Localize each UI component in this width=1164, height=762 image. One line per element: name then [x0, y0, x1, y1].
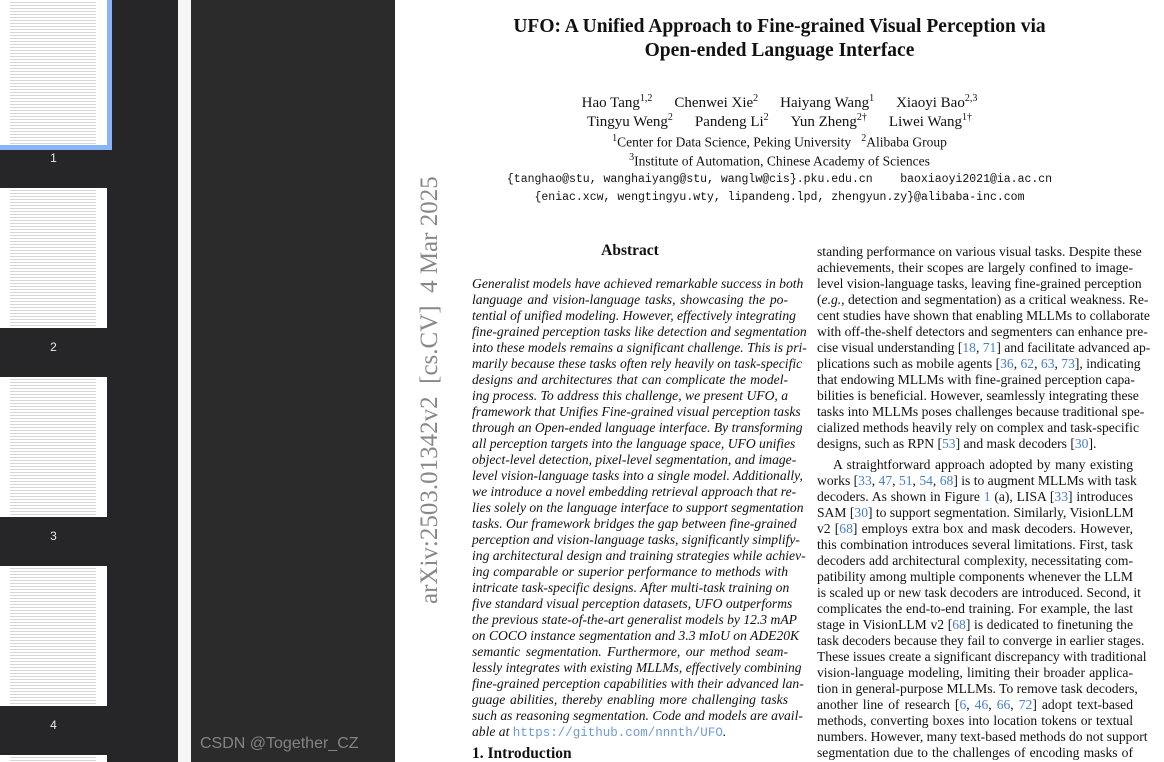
text-line: tion in general-purpose MLLMs. To remove task decoders, — [817, 681, 1138, 696]
author-affiliation-sup: 2 — [667, 112, 673, 123]
citation-link[interactable]: 71 — [982, 340, 997, 355]
author-affiliation-sup: 2† — [856, 112, 867, 123]
text-line: such as reasoning segmentation. Code and models are avail- — [472, 708, 803, 723]
text-line: is scaled up or new task decoders are introduced. Second, it — [817, 585, 1141, 600]
github-link[interactable]: https://github.com/nnnth/UFO — [512, 726, 723, 740]
text-line: decoders. As shown in Figure 1 (a), LISA [33] introduces — [817, 489, 1133, 504]
author — [780, 95, 874, 111]
text-line — [472, 724, 788, 740]
affiliation: Alibaba Group — [866, 134, 947, 150]
citation-link[interactable]: 36 — [1000, 356, 1014, 371]
text-line: patibility among multiple components whenever the LLM — [817, 569, 1133, 584]
emails-line-2: {eniac.xcw, wengtingyu.wty, lipandeng.lpd, zhengyun.zy}@alibaba-inc.com — [534, 191, 1025, 204]
text-line: semantic segmentation. Furthermore, our method seam- — [472, 644, 788, 659]
text-line: into these models remains a significant challenge. This is pri- — [472, 340, 807, 355]
author-name: Liwei Wang — [888, 114, 962, 130]
introduction-body — [817, 244, 1151, 761]
text-line: we introduce a novel embedding retrieval approach that re- — [472, 484, 797, 499]
pdf-page — [395, 0, 1164, 762]
text-line: marily because these tasks often rely heavily on task-specific — [472, 356, 803, 371]
text-line: A straightforward approach adopted by many existing — [833, 457, 1133, 472]
text-line: works [33, 47, 51, 54, 68] is to augment MLLMs with task — [817, 473, 1137, 488]
emails-line-1: {tanghao@stu, wanghaiyang@stu, wanglw@cis}.pku.edu.cn baoxiaoyi2021@ia.ac.cn — [506, 173, 1053, 186]
text-line: the previous state-of-the-art generalist models by 12.3 mAP — [472, 612, 797, 627]
page-thumbnail-3[interactable] — [0, 377, 107, 517]
text-line: level vision-language tasks into a single model. Additionally, — [472, 468, 803, 483]
author — [582, 95, 653, 111]
text-line: bilities is beneficial. However, seamlessly integrating these — [817, 388, 1139, 403]
sidebar-scrollbar[interactable] — [178, 0, 191, 762]
author-name: Pandeng Li — [694, 114, 764, 130]
text-line: designs, such as RPN [53] and mask decoders [30]. — [817, 436, 1097, 451]
page-number-label: 3 — [50, 529, 57, 543]
text-line: task decoders because they fail to converge in earlier stages. — [817, 633, 1145, 648]
text-line: complicates the end-to-end training. For example, the last — [817, 601, 1133, 616]
author-affiliation-sup: 1 — [869, 93, 875, 104]
aff-sup: 2 — [861, 133, 867, 144]
citation-link[interactable]: 68 — [939, 473, 954, 488]
affiliations-line-2 — [395, 152, 1164, 170]
text-line: stage in VisionLLM v2 [68] is dedicated to finetuning the — [817, 617, 1133, 632]
author-affiliation-sup: 1† — [962, 112, 972, 123]
author-name: Xiaoyi Bao — [896, 95, 965, 111]
page-thumbnail-4[interactable] — [0, 566, 107, 706]
text-line: numbers. However, many text-based methods do not support — [817, 729, 1148, 744]
page-thumbnail-1[interactable] — [0, 0, 107, 145]
affiliations-line-1 — [395, 133, 1164, 151]
text-line: level vision-language tasks, leaving fine-grained perception — [817, 276, 1142, 291]
text-line: intricate task-specific designs. After multi-task training on — [472, 580, 790, 595]
citation-link[interactable]: 33 — [858, 473, 872, 488]
text-line: language and vision-language tasks, showcasing the po- — [472, 292, 788, 307]
introduction-heading: 1. Introduction — [472, 745, 572, 762]
paper-title-line-1: UFO: A Unified Approach to Fine-grained Visual Perception via — [513, 16, 1046, 37]
author-name: Chenwei Xie — [674, 95, 754, 111]
page-thumbnail-5[interactable] — [0, 755, 107, 762]
text-line: cialized methods heavily rely on complex and task-specific — [817, 420, 1139, 435]
text-line: (e.g., detection and segmentation) as a critical weakness. Re- — [817, 292, 1149, 307]
text-line: designs and architectures that can complicate the model- — [472, 372, 788, 387]
authors-line-1 — [395, 93, 1164, 112]
author — [674, 95, 758, 111]
text-line: decoders add architectural complexity, necessitating com- — [817, 553, 1133, 568]
paper-title-line-2: Open-ended Language Interface — [644, 40, 915, 61]
author-affiliation-sup: 1,2 — [639, 93, 653, 104]
citation-link[interactable]: 30 — [1074, 436, 1089, 451]
text-line: object-level detection, pixel-level segmentation, and image- — [472, 452, 797, 467]
author — [695, 114, 769, 130]
text-line: fine-grained perception capabilities with their advanced lan- — [472, 676, 804, 691]
text-line: v2 [68] employs extra box and mask decoders. However, — [817, 521, 1133, 536]
citation-link[interactable]: 62 — [1020, 356, 1035, 371]
text-line: tential of unified modeling. However, effectively integrating — [472, 308, 796, 323]
author-name: Yun Zheng — [790, 114, 857, 130]
text-line: through an Open-ended language interface. By transforming — [472, 420, 803, 435]
text-line: SAM [30] to support segmentation. Similarly, VisionLLM — [817, 505, 1134, 520]
text-line: that endowing MLLMs with fine-grained perception capa- — [817, 372, 1135, 387]
text-line: this combination introduces several limitations. First, task — [817, 537, 1133, 552]
text-line: ing process. To address this challenge, we present UFO, a — [472, 388, 788, 403]
citation-link[interactable]: 30 — [854, 505, 868, 520]
text-line: with off-the-shelf detectors and segmenters can enhance pre- — [817, 324, 1148, 339]
text: able at — [472, 724, 513, 739]
author-name: Haiyang Wang — [780, 95, 870, 111]
author-affiliation-sup: 2,3 — [964, 93, 978, 104]
text-line: segmentation due to the challenges of encoding masks of — [817, 745, 1133, 760]
abstract-heading: Abstract — [601, 242, 659, 259]
authors-line-2 — [395, 112, 1164, 131]
citation-link[interactable]: 18 — [962, 340, 976, 355]
author-affiliation-sup: 2 — [753, 93, 759, 104]
text-line: lessly integrates with existing MLLMs, effectively combining — [472, 660, 802, 675]
citation-link[interactable]: 53 — [942, 436, 956, 451]
author — [587, 114, 673, 130]
text-line: achievements, their scopes are largely confined to image- — [817, 260, 1133, 275]
page-number-label: 1 — [50, 151, 57, 165]
aff-sup: 1 — [612, 133, 618, 144]
page-thumbnail-2[interactable] — [0, 188, 107, 328]
text-line: tasks into MLLMs poses challenges because traditional spe- — [817, 404, 1145, 419]
citation-link[interactable]: 73 — [1061, 356, 1075, 371]
citation-link[interactable]: 54 — [919, 473, 933, 488]
affiliation: Center for Data Science, Peking University — [617, 134, 852, 150]
text-line: lies solely on the language interface to support segmentation — [472, 500, 804, 515]
text-line: ing comparable or superior performance to methods with — [472, 564, 788, 579]
text: . — [722, 724, 727, 739]
text-line: plications such as mobile agents [36, 62, 63, 73], indicating — [817, 356, 1141, 371]
text-line: ing architectural design and training strategies while achiev- — [472, 548, 806, 563]
author — [896, 95, 977, 111]
text-line: methods, converting boxes into location tokens or textual — [817, 713, 1133, 728]
abstract-body — [472, 276, 807, 740]
thumbnail-sidebar — [0, 0, 178, 762]
author — [889, 114, 972, 130]
citation-link[interactable]: 6 — [959, 697, 967, 712]
text-line: These issues create a significant discrepancy with traditional — [817, 649, 1147, 664]
page-number-label: 2 — [50, 340, 57, 354]
text-line: another line of research [6, 46, 66, 72] adopt text-based — [817, 697, 1133, 712]
text-line: fine-grained perception tasks like detection and segmentation — [472, 324, 807, 339]
citation-link[interactable]: 63 — [1040, 356, 1055, 371]
text-line: on COCO instance segmentation and 3.3 mIoU on ADE20K — [472, 628, 800, 643]
citation-link[interactable]: 51 — [898, 473, 913, 488]
affiliation: Institute of Automation, Chinese Academy of Sciences — [634, 153, 930, 169]
text-line: Generalist models have achieved remarkable success in both — [472, 276, 804, 291]
text-line: all perception targets into the language space, UFO unifies — [472, 436, 796, 451]
figure-link[interactable]: 1 — [983, 489, 991, 504]
text-line: cent studies have shown that enabling MLLMs to collaborate — [817, 308, 1150, 323]
citation-link[interactable]: 46 — [974, 697, 989, 712]
citation-link[interactable]: 72 — [1018, 697, 1033, 712]
text-line: cise visual understanding [18, 71] and facilitate advanced ap- — [817, 340, 1151, 355]
text-line: five standard visual perception datasets, UFO outperforms — [472, 596, 793, 611]
text-line: guage abilities, thereby enabling more challenging tasks — [472, 692, 788, 707]
text-line: vision-language modeling, limiting their broader applica- — [817, 665, 1133, 680]
author-name: Hao Tang — [581, 95, 640, 111]
author — [791, 114, 867, 130]
citation-link[interactable]: 68 — [839, 521, 853, 536]
aff-sup: 3 — [629, 152, 635, 163]
arxiv-stamp: arXiv:2503.01342v2 [cs.CV] 4 Mar 2025 — [416, 176, 443, 604]
text-line: perception and vision-language tasks, significantly simplify- — [472, 532, 800, 547]
viewer-background — [191, 0, 395, 762]
citation-link[interactable]: 33 — [1054, 489, 1069, 504]
text-line: tasks. Our framework bridges the gap between fine-grained — [472, 516, 797, 531]
citation-link[interactable]: 66 — [996, 697, 1011, 712]
citation-link[interactable]: 47 — [878, 473, 893, 488]
author-name: Tingyu Weng — [587, 114, 668, 130]
author-affiliation-sup: 2 — [763, 112, 769, 123]
citation-link[interactable]: 68 — [952, 617, 966, 632]
text-line: framework that Unifies Fine-grained visual perception tasks — [472, 404, 801, 419]
page-number-label: 4 — [50, 718, 57, 732]
text-line: standing performance on various visual tasks. Despite these — [817, 244, 1142, 259]
watermark: CSDN @Together_CZ — [200, 735, 359, 752]
